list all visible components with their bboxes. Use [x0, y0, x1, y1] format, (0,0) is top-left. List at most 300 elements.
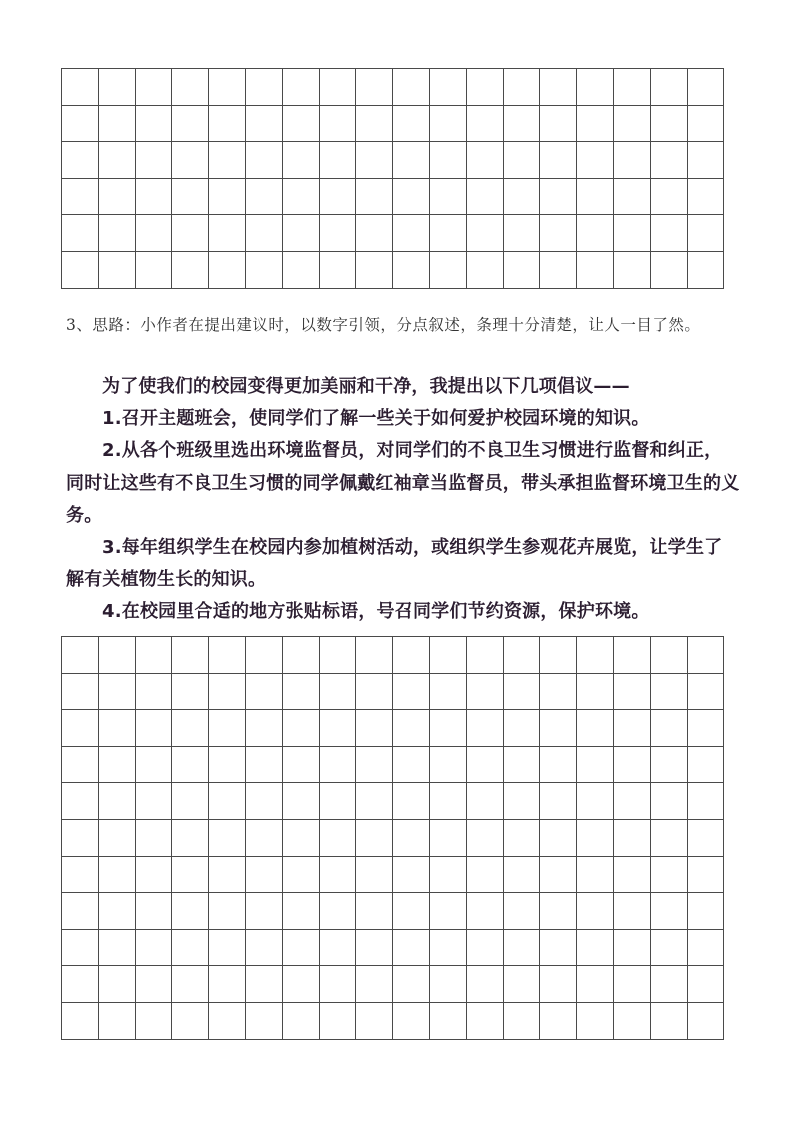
- grid-cell[interactable]: [356, 106, 393, 143]
- grid-cell[interactable]: [99, 69, 136, 106]
- grid-cell[interactable]: [430, 893, 467, 930]
- grid-cell[interactable]: [320, 179, 357, 216]
- grid-cell[interactable]: [614, 783, 651, 820]
- grid-cell[interactable]: [467, 820, 504, 857]
- grid-cell[interactable]: [467, 215, 504, 252]
- grid-cell[interactable]: [356, 930, 393, 967]
- grid-cell[interactable]: [136, 215, 173, 252]
- grid-cell[interactable]: [467, 69, 504, 106]
- grid-cell[interactable]: [540, 710, 577, 747]
- grid-cell[interactable]: [136, 69, 173, 106]
- grid-cell[interactable]: [136, 930, 173, 967]
- grid-cell[interactable]: [430, 674, 467, 711]
- grid-cell[interactable]: [651, 637, 688, 674]
- grid-cell[interactable]: [467, 106, 504, 143]
- grid-cell[interactable]: [393, 820, 430, 857]
- grid-cell[interactable]: [614, 966, 651, 1003]
- grid-cell[interactable]: [614, 252, 651, 289]
- grid-cell[interactable]: [430, 179, 467, 216]
- grid-cell[interactable]: [651, 857, 688, 894]
- grid-cell[interactable]: [209, 930, 246, 967]
- grid-cell[interactable]: [246, 893, 283, 930]
- grid-cell[interactable]: [246, 69, 283, 106]
- grid-cell[interactable]: [320, 820, 357, 857]
- grid-cell[interactable]: [577, 747, 614, 784]
- grid-cell[interactable]: [688, 1003, 725, 1040]
- grid-cell[interactable]: [99, 252, 136, 289]
- grid-cell[interactable]: [504, 637, 541, 674]
- grid-cell[interactable]: [99, 893, 136, 930]
- grid-cell[interactable]: [688, 857, 725, 894]
- grid-cell[interactable]: [320, 674, 357, 711]
- grid-cell[interactable]: [614, 106, 651, 143]
- grid-cell[interactable]: [393, 930, 430, 967]
- grid-cell[interactable]: [246, 710, 283, 747]
- grid-cell[interactable]: [136, 674, 173, 711]
- grid-cell[interactable]: [540, 215, 577, 252]
- grid-cell[interactable]: [430, 747, 467, 784]
- grid-cell[interactable]: [172, 179, 209, 216]
- grid-cell[interactable]: [651, 674, 688, 711]
- grid-cell[interactable]: [246, 179, 283, 216]
- grid-cell[interactable]: [651, 893, 688, 930]
- grid-cell[interactable]: [651, 252, 688, 289]
- grid-cell[interactable]: [614, 69, 651, 106]
- grid-cell[interactable]: [209, 637, 246, 674]
- grid-cell[interactable]: [577, 783, 614, 820]
- grid-cell[interactable]: [99, 966, 136, 1003]
- grid-cell[interactable]: [356, 710, 393, 747]
- grid-cell[interactable]: [393, 215, 430, 252]
- grid-cell[interactable]: [688, 252, 725, 289]
- grid-cell[interactable]: [430, 1003, 467, 1040]
- grid-cell[interactable]: [283, 215, 320, 252]
- grid-cell[interactable]: [504, 1003, 541, 1040]
- grid-cell[interactable]: [577, 820, 614, 857]
- grid-cell[interactable]: [99, 857, 136, 894]
- grid-cell[interactable]: [62, 966, 99, 1003]
- grid-cell[interactable]: [688, 142, 725, 179]
- grid-cell[interactable]: [577, 710, 614, 747]
- grid-cell[interactable]: [393, 637, 430, 674]
- grid-cell[interactable]: [136, 637, 173, 674]
- grid-cell[interactable]: [577, 674, 614, 711]
- grid-cell[interactable]: [172, 893, 209, 930]
- grid-cell[interactable]: [136, 106, 173, 143]
- grid-cell[interactable]: [356, 179, 393, 216]
- grid-cell[interactable]: [577, 215, 614, 252]
- grid-cell[interactable]: [62, 1003, 99, 1040]
- grid-cell[interactable]: [688, 710, 725, 747]
- grid-cell[interactable]: [320, 252, 357, 289]
- grid-cell[interactable]: [540, 893, 577, 930]
- grid-cell[interactable]: [136, 252, 173, 289]
- grid-cell[interactable]: [99, 637, 136, 674]
- grid-cell[interactable]: [283, 857, 320, 894]
- grid-cell[interactable]: [62, 179, 99, 216]
- grid-cell[interactable]: [356, 142, 393, 179]
- grid-cell[interactable]: [393, 747, 430, 784]
- grid-cell[interactable]: [504, 820, 541, 857]
- grid-cell[interactable]: [393, 783, 430, 820]
- grid-cell[interactable]: [209, 142, 246, 179]
- grid-cell[interactable]: [62, 747, 99, 784]
- grid-cell[interactable]: [577, 142, 614, 179]
- grid-cell[interactable]: [504, 179, 541, 216]
- grid-cell[interactable]: [504, 674, 541, 711]
- grid-cell[interactable]: [283, 966, 320, 1003]
- grid-cell[interactable]: [209, 710, 246, 747]
- grid-cell[interactable]: [540, 820, 577, 857]
- grid-cell[interactable]: [320, 710, 357, 747]
- grid-cell[interactable]: [136, 893, 173, 930]
- grid-cell[interactable]: [246, 857, 283, 894]
- grid-cell[interactable]: [172, 252, 209, 289]
- grid-cell[interactable]: [688, 820, 725, 857]
- grid-cell[interactable]: [320, 857, 357, 894]
- grid-cell[interactable]: [688, 966, 725, 1003]
- grid-cell[interactable]: [246, 142, 283, 179]
- grid-cell[interactable]: [614, 930, 651, 967]
- grid-cell[interactable]: [356, 252, 393, 289]
- grid-cell[interactable]: [430, 215, 467, 252]
- grid-cell[interactable]: [651, 747, 688, 784]
- grid-cell[interactable]: [688, 637, 725, 674]
- grid-cell[interactable]: [62, 820, 99, 857]
- grid-cell[interactable]: [504, 966, 541, 1003]
- grid-cell[interactable]: [504, 857, 541, 894]
- grid-cell[interactable]: [651, 783, 688, 820]
- grid-cell[interactable]: [209, 783, 246, 820]
- grid-cell[interactable]: [651, 966, 688, 1003]
- grid-cell[interactable]: [62, 893, 99, 930]
- grid-cell[interactable]: [504, 893, 541, 930]
- grid-cell[interactable]: [172, 142, 209, 179]
- grid-cell[interactable]: [99, 783, 136, 820]
- grid-cell[interactable]: [504, 783, 541, 820]
- grid-cell[interactable]: [577, 893, 614, 930]
- grid-cell[interactable]: [356, 674, 393, 711]
- grid-cell[interactable]: [172, 674, 209, 711]
- grid-cell[interactable]: [430, 857, 467, 894]
- grid-cell[interactable]: [136, 179, 173, 216]
- grid-cell[interactable]: [62, 783, 99, 820]
- grid-cell[interactable]: [540, 857, 577, 894]
- grid-cell[interactable]: [504, 930, 541, 967]
- grid-cell[interactable]: [99, 710, 136, 747]
- grid-cell[interactable]: [688, 69, 725, 106]
- grid-cell[interactable]: [99, 142, 136, 179]
- grid-cell[interactable]: [688, 179, 725, 216]
- grid-cell[interactable]: [356, 747, 393, 784]
- grid-cell[interactable]: [320, 215, 357, 252]
- grid-cell[interactable]: [172, 930, 209, 967]
- grid-cell[interactable]: [209, 69, 246, 106]
- grid-cell[interactable]: [467, 783, 504, 820]
- grid-cell[interactable]: [62, 142, 99, 179]
- grid-cell[interactable]: [504, 106, 541, 143]
- grid-cell[interactable]: [614, 820, 651, 857]
- grid-cell[interactable]: [688, 106, 725, 143]
- grid-cell[interactable]: [320, 1003, 357, 1040]
- grid-cell[interactable]: [136, 783, 173, 820]
- grid-cell[interactable]: [540, 1003, 577, 1040]
- grid-cell[interactable]: [172, 820, 209, 857]
- grid-cell[interactable]: [504, 142, 541, 179]
- grid-cell[interactable]: [651, 930, 688, 967]
- grid-cell[interactable]: [430, 966, 467, 1003]
- grid-cell[interactable]: [688, 674, 725, 711]
- grid-cell[interactable]: [467, 637, 504, 674]
- grid-cell[interactable]: [62, 252, 99, 289]
- grid-cell[interactable]: [467, 674, 504, 711]
- grid-cell[interactable]: [393, 966, 430, 1003]
- grid-cell[interactable]: [430, 930, 467, 967]
- grid-cell[interactable]: [651, 710, 688, 747]
- grid-cell[interactable]: [430, 637, 467, 674]
- grid-cell[interactable]: [172, 783, 209, 820]
- grid-cell[interactable]: [577, 1003, 614, 1040]
- grid-cell[interactable]: [614, 142, 651, 179]
- grid-cell[interactable]: [62, 710, 99, 747]
- grid-cell[interactable]: [577, 106, 614, 143]
- grid-cell[interactable]: [136, 820, 173, 857]
- grid-cell[interactable]: [136, 857, 173, 894]
- grid-cell[interactable]: [320, 783, 357, 820]
- grid-cell[interactable]: [246, 252, 283, 289]
- grid-cell[interactable]: [430, 783, 467, 820]
- grid-cell[interactable]: [246, 966, 283, 1003]
- grid-cell[interactable]: [136, 710, 173, 747]
- grid-cell[interactable]: [320, 637, 357, 674]
- grid-cell[interactable]: [540, 930, 577, 967]
- grid-cell[interactable]: [99, 930, 136, 967]
- grid-cell[interactable]: [467, 142, 504, 179]
- grid-cell[interactable]: [356, 1003, 393, 1040]
- grid-cell[interactable]: [320, 747, 357, 784]
- grid-cell[interactable]: [246, 747, 283, 784]
- grid-cell[interactable]: [246, 106, 283, 143]
- grid-cell[interactable]: [99, 747, 136, 784]
- grid-cell[interactable]: [614, 747, 651, 784]
- grid-cell[interactable]: [577, 857, 614, 894]
- grid-cell[interactable]: [540, 674, 577, 711]
- grid-cell[interactable]: [209, 966, 246, 1003]
- grid-cell[interactable]: [99, 674, 136, 711]
- grid-cell[interactable]: [430, 142, 467, 179]
- grid-cell[interactable]: [209, 252, 246, 289]
- grid-cell[interactable]: [283, 252, 320, 289]
- grid-cell[interactable]: [283, 783, 320, 820]
- grid-cell[interactable]: [246, 820, 283, 857]
- grid-cell[interactable]: [614, 857, 651, 894]
- grid-cell[interactable]: [540, 69, 577, 106]
- grid-cell[interactable]: [430, 252, 467, 289]
- grid-cell[interactable]: [393, 142, 430, 179]
- grid-cell[interactable]: [688, 783, 725, 820]
- grid-cell[interactable]: [209, 179, 246, 216]
- grid-cell[interactable]: [651, 215, 688, 252]
- grid-cell[interactable]: [320, 69, 357, 106]
- grid-cell[interactable]: [99, 1003, 136, 1040]
- grid-cell[interactable]: [356, 966, 393, 1003]
- grid-cell[interactable]: [246, 674, 283, 711]
- grid-cell[interactable]: [393, 1003, 430, 1040]
- grid-cell[interactable]: [209, 747, 246, 784]
- grid-cell[interactable]: [172, 637, 209, 674]
- grid-cell[interactable]: [283, 930, 320, 967]
- grid-cell[interactable]: [246, 783, 283, 820]
- grid-cell[interactable]: [320, 930, 357, 967]
- grid-cell[interactable]: [393, 857, 430, 894]
- grid-cell[interactable]: [651, 69, 688, 106]
- grid-cell[interactable]: [651, 142, 688, 179]
- grid-cell[interactable]: [540, 179, 577, 216]
- grid-cell[interactable]: [540, 783, 577, 820]
- grid-cell[interactable]: [99, 215, 136, 252]
- grid-cell[interactable]: [283, 179, 320, 216]
- grid-cell[interactable]: [577, 966, 614, 1003]
- grid-cell[interactable]: [651, 820, 688, 857]
- grid-cell[interactable]: [283, 820, 320, 857]
- grid-cell[interactable]: [62, 106, 99, 143]
- grid-cell[interactable]: [467, 893, 504, 930]
- grid-cell[interactable]: [467, 930, 504, 967]
- grid-cell[interactable]: [283, 1003, 320, 1040]
- grid-cell[interactable]: [467, 1003, 504, 1040]
- grid-cell[interactable]: [99, 820, 136, 857]
- grid-cell[interactable]: [577, 252, 614, 289]
- grid-cell[interactable]: [172, 1003, 209, 1040]
- grid-cell[interactable]: [540, 637, 577, 674]
- grid-cell[interactable]: [62, 69, 99, 106]
- grid-cell[interactable]: [283, 69, 320, 106]
- grid-cell[interactable]: [136, 747, 173, 784]
- grid-cell[interactable]: [467, 857, 504, 894]
- grid-cell[interactable]: [209, 215, 246, 252]
- grid-cell[interactable]: [504, 69, 541, 106]
- grid-cell[interactable]: [172, 857, 209, 894]
- grid-cell[interactable]: [356, 857, 393, 894]
- grid-cell[interactable]: [209, 1003, 246, 1040]
- grid-cell[interactable]: [283, 637, 320, 674]
- grid-cell[interactable]: [577, 637, 614, 674]
- grid-cell[interactable]: [172, 966, 209, 1003]
- grid-cell[interactable]: [356, 783, 393, 820]
- grid-cell[interactable]: [393, 893, 430, 930]
- grid-cell[interactable]: [467, 966, 504, 1003]
- grid-cell[interactable]: [246, 215, 283, 252]
- grid-cell[interactable]: [209, 106, 246, 143]
- grid-cell[interactable]: [504, 747, 541, 784]
- grid-cell[interactable]: [430, 106, 467, 143]
- grid-cell[interactable]: [356, 215, 393, 252]
- grid-cell[interactable]: [356, 637, 393, 674]
- grid-cell[interactable]: [283, 106, 320, 143]
- grid-cell[interactable]: [651, 1003, 688, 1040]
- grid-cell[interactable]: [356, 893, 393, 930]
- grid-cell[interactable]: [172, 710, 209, 747]
- grid-cell[interactable]: [688, 930, 725, 967]
- grid-cell[interactable]: [430, 820, 467, 857]
- grid-cell[interactable]: [467, 252, 504, 289]
- grid-cell[interactable]: [577, 930, 614, 967]
- grid-cell[interactable]: [283, 893, 320, 930]
- grid-cell[interactable]: [283, 674, 320, 711]
- grid-cell[interactable]: [62, 215, 99, 252]
- grid-cell[interactable]: [467, 710, 504, 747]
- grid-cell[interactable]: [99, 179, 136, 216]
- grid-cell[interactable]: [320, 966, 357, 1003]
- grid-cell[interactable]: [62, 674, 99, 711]
- grid-cell[interactable]: [246, 930, 283, 967]
- grid-cell[interactable]: [209, 820, 246, 857]
- grid-cell[interactable]: [540, 966, 577, 1003]
- grid-cell[interactable]: [209, 893, 246, 930]
- grid-cell[interactable]: [540, 252, 577, 289]
- grid-cell[interactable]: [504, 710, 541, 747]
- grid-cell[interactable]: [614, 893, 651, 930]
- grid-cell[interactable]: [136, 966, 173, 1003]
- grid-cell[interactable]: [356, 69, 393, 106]
- grid-cell[interactable]: [393, 106, 430, 143]
- grid-cell[interactable]: [393, 179, 430, 216]
- grid-cell[interactable]: [209, 857, 246, 894]
- grid-cell[interactable]: [320, 142, 357, 179]
- grid-cell[interactable]: [614, 215, 651, 252]
- grid-cell[interactable]: [356, 820, 393, 857]
- grid-cell[interactable]: [62, 637, 99, 674]
- grid-cell[interactable]: [172, 215, 209, 252]
- grid-cell[interactable]: [320, 893, 357, 930]
- grid-cell[interactable]: [540, 106, 577, 143]
- grid-cell[interactable]: [246, 637, 283, 674]
- grid-cell[interactable]: [467, 747, 504, 784]
- grid-cell[interactable]: [393, 674, 430, 711]
- grid-cell[interactable]: [283, 747, 320, 784]
- grid-cell[interactable]: [136, 1003, 173, 1040]
- grid-cell[interactable]: [136, 142, 173, 179]
- grid-cell[interactable]: [393, 252, 430, 289]
- grid-cell[interactable]: [320, 106, 357, 143]
- grid-cell[interactable]: [172, 747, 209, 784]
- grid-cell[interactable]: [62, 857, 99, 894]
- grid-cell[interactable]: [614, 710, 651, 747]
- grid-cell[interactable]: [688, 893, 725, 930]
- grid-cell[interactable]: [467, 179, 504, 216]
- grid-cell[interactable]: [430, 69, 467, 106]
- grid-cell[interactable]: [393, 710, 430, 747]
- grid-cell[interactable]: [651, 106, 688, 143]
- grid-cell[interactable]: [651, 179, 688, 216]
- grid-cell[interactable]: [688, 215, 725, 252]
- grid-cell[interactable]: [614, 637, 651, 674]
- grid-cell[interactable]: [172, 106, 209, 143]
- grid-cell[interactable]: [540, 747, 577, 784]
- grid-cell[interactable]: [614, 179, 651, 216]
- grid-cell[interactable]: [209, 674, 246, 711]
- grid-cell[interactable]: [283, 710, 320, 747]
- grid-cell[interactable]: [393, 69, 430, 106]
- grid-cell[interactable]: [430, 710, 467, 747]
- grid-cell[interactable]: [614, 674, 651, 711]
- grid-cell[interactable]: [688, 747, 725, 784]
- grid-cell[interactable]: [99, 106, 136, 143]
- grid-cell[interactable]: [172, 69, 209, 106]
- grid-cell[interactable]: [614, 1003, 651, 1040]
- grid-cell[interactable]: [504, 252, 541, 289]
- grid-cell[interactable]: [246, 1003, 283, 1040]
